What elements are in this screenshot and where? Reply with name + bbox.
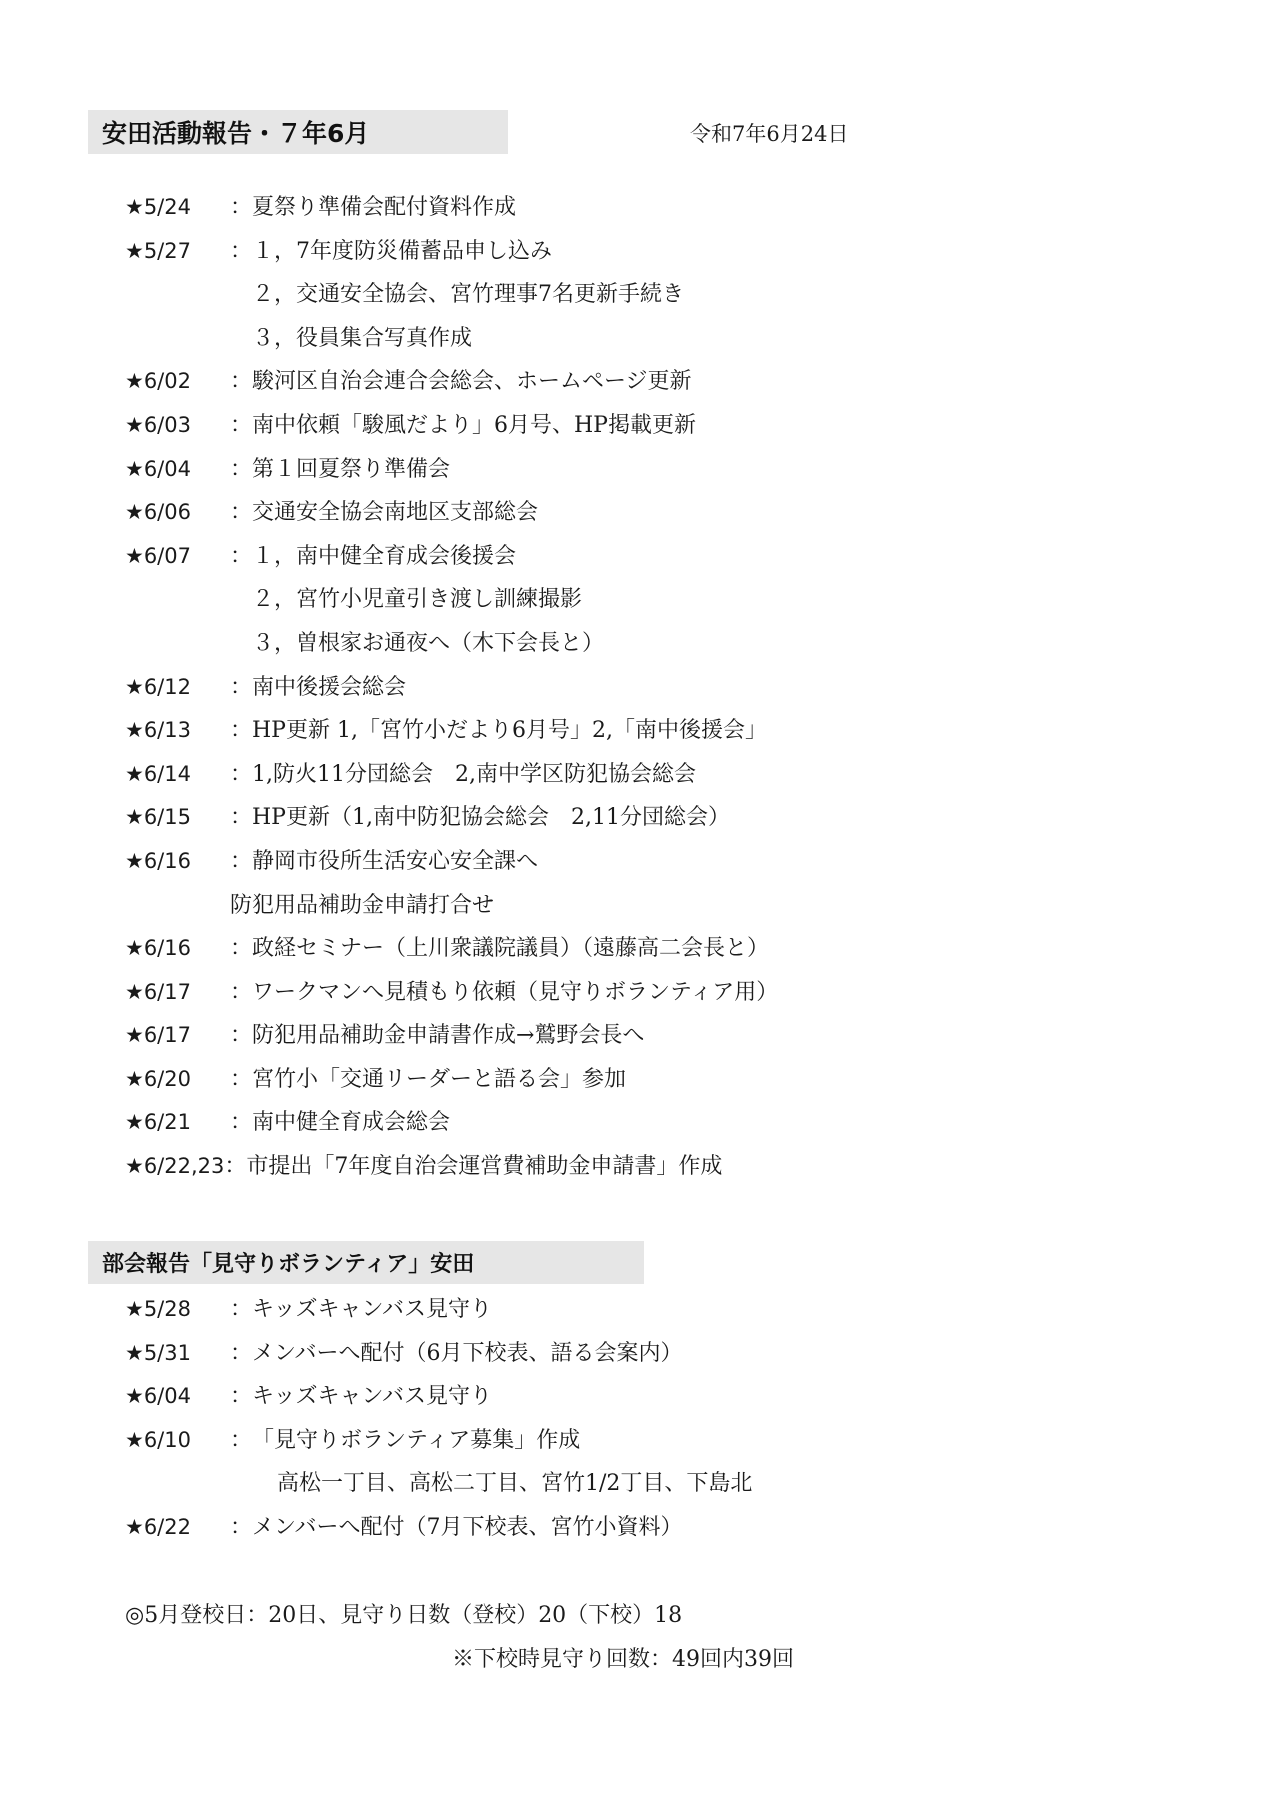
- volunteer-text: メンバーへ配付（7月下校表、宮竹小資料）: [252, 1514, 683, 1540]
- volunteer-item: [125, 1292, 752, 1336]
- separator: ：: [230, 805, 253, 831]
- activity-item: [125, 931, 778, 975]
- activity-text: 1,防火11分団総会 2,南中学区防犯協会総会: [252, 761, 696, 787]
- report-title-text: 安田活動報告・７年6月: [102, 119, 370, 148]
- report-date: 令和7年6月24日: [690, 122, 849, 146]
- activity-date: ★6/13: [125, 718, 191, 743]
- attendance-summary: ◎5月登校日：20日、見守り日数（登校）20（下校）18: [125, 1603, 683, 1628]
- activity-date: ★6/12: [125, 674, 191, 699]
- activity-item: [125, 234, 778, 278]
- activity-text: HP更新 1,「宮竹小だより6月号」2,「南中後援会」: [252, 718, 767, 744]
- activity-date: ★6/14: [125, 761, 191, 786]
- volunteer-text: 高松一丁目、高松二丁目、宮竹1/2丁目、下島北: [277, 1471, 753, 1497]
- activity-item-continuation: [125, 582, 778, 626]
- activity-text: 静岡市役所生活安心安全課へ: [252, 848, 539, 874]
- volunteer-text: キッズキャンバス見守り: [252, 1297, 493, 1322]
- activity-text: 政経セミナー（上川衆議院議員）（遠藤高二会長と）: [252, 936, 770, 962]
- activity-text: ３，曽根家お通夜へ（木下会長と）: [252, 630, 605, 656]
- activity-text: ２，宮竹小児童引き渡し訓練撮影: [252, 587, 583, 613]
- activity-item: [125, 452, 778, 496]
- activity-text: 夏祭り準備会配付資料作成: [252, 195, 517, 220]
- activity-date: ★6/16: [125, 936, 191, 961]
- volunteer-text: 「見守りボランティア募集」作成: [252, 1427, 581, 1453]
- activity-date: ★6/02: [125, 369, 191, 394]
- separator: ：: [230, 1384, 253, 1410]
- volunteer-item: [125, 1510, 752, 1554]
- activity-date: ★6/15: [125, 805, 191, 830]
- volunteer-item: [125, 1423, 752, 1467]
- activity-date: ★5/24: [125, 195, 191, 219]
- activity-item-continuation: [125, 888, 778, 932]
- separator: ：: [230, 412, 253, 438]
- activity-text: 駿河区自治会連合会総会、ホームページ更新: [252, 369, 692, 395]
- activity-text: ３，役員集合写真作成: [252, 325, 473, 351]
- activity-item: [125, 975, 778, 1019]
- section-title: [88, 1241, 644, 1284]
- activity-date: ★6/21: [125, 1110, 191, 1135]
- activity-text: 防犯用品補助金申請打合せ: [230, 892, 495, 918]
- activity-date: ★6/04: [125, 456, 191, 481]
- separator: ：: [230, 500, 253, 526]
- activity-item: [125, 670, 778, 714]
- activity-date: ★6/03: [125, 412, 191, 437]
- activity-text: 宮竹小「交通リーダーと語る会」参加: [252, 1066, 627, 1092]
- activity-item: [125, 800, 778, 844]
- activity-item: [125, 408, 778, 452]
- volunteer-text: キッズキャンバス見守り: [252, 1384, 493, 1410]
- separator: ：: [230, 674, 253, 700]
- separator: ：: [230, 1297, 253, 1322]
- volunteer-list: [125, 1292, 752, 1554]
- separator: ：: [224, 1154, 247, 1180]
- activity-text: 交通安全協会南地区支部総会: [252, 500, 539, 526]
- activity-item: [125, 844, 778, 888]
- activity-text: HP更新（1,南中防犯協会総会 2,11分団総会）: [252, 805, 730, 831]
- activity-date: ★6/06: [125, 500, 191, 525]
- volunteer-date: ★6/22: [125, 1514, 191, 1539]
- activity-date: ★5/27: [125, 238, 191, 263]
- section-title-text: 部会報告「見守りボランティア」安田: [102, 1252, 475, 1277]
- activity-item: [125, 757, 778, 801]
- activity-list: [125, 190, 778, 1193]
- volunteer-date: ★5/28: [125, 1297, 191, 1321]
- separator: ：: [230, 456, 253, 482]
- activity-text: ２，交通安全協会、宮竹理事7名更新手続き: [252, 282, 684, 308]
- separator: ：: [230, 1023, 253, 1049]
- separator: ：: [230, 1514, 253, 1540]
- separator: ：: [230, 238, 253, 264]
- report-title: [88, 110, 508, 154]
- activity-item: [125, 1062, 778, 1106]
- activity-text: 南中依頼「駿風だより」6月号、HP掲載更新: [252, 412, 696, 438]
- activity-date: ★6/17: [125, 979, 191, 1004]
- activity-date: ★6/17: [125, 1023, 191, 1048]
- activity-text: １，南中健全育成会後援会: [252, 543, 517, 569]
- separator: ：: [230, 761, 253, 787]
- activity-text: ワークマンへ見積もり依頼（見守りボランティア用）: [252, 979, 779, 1005]
- activity-text: １，7年度防災備蓄品申し込み: [252, 238, 552, 264]
- activity-date: ★6/07: [125, 543, 191, 568]
- activity-date: ★6/20: [125, 1066, 191, 1091]
- activity-item-continuation: [125, 321, 778, 365]
- separator: ：: [230, 936, 253, 962]
- separator: ：: [230, 1066, 253, 1092]
- separator: ：: [230, 1340, 253, 1366]
- activity-text: 市提出「7年度自治会運営費補助金申請書」作成: [246, 1154, 723, 1180]
- activity-item: [125, 364, 778, 408]
- separator: ：: [230, 718, 253, 744]
- volunteer-item-continuation: [125, 1466, 752, 1510]
- activity-text: 第１回夏祭り準備会: [252, 456, 451, 482]
- volunteer-date: ★6/10: [125, 1427, 191, 1452]
- activity-text: 南中後援会総会: [252, 674, 407, 700]
- separator: ：: [230, 195, 253, 220]
- activity-text: 南中健全育成会総会: [252, 1110, 451, 1136]
- separator: ：: [230, 979, 253, 1005]
- volunteer-date: ★6/04: [125, 1384, 191, 1409]
- activity-item: [125, 539, 778, 583]
- activity-item: [125, 190, 778, 234]
- separator: ：: [230, 369, 253, 395]
- activity-item-continuation: [125, 277, 778, 321]
- separator: ：: [230, 543, 253, 569]
- activity-item: [125, 1018, 778, 1062]
- activity-item: [125, 1105, 778, 1149]
- activity-item: [125, 713, 778, 757]
- activity-item-continuation: [125, 626, 778, 670]
- activity-text: 防犯用品補助金申請書作成→鷲野会長へ: [252, 1023, 645, 1049]
- separator: ：: [230, 1110, 253, 1136]
- separator: ：: [230, 1427, 253, 1453]
- activity-item: [125, 495, 778, 539]
- activity-date: ★6/16: [125, 848, 191, 873]
- volunteer-item: [125, 1379, 752, 1423]
- activity-item: [125, 1149, 778, 1193]
- separator: ：: [230, 848, 253, 874]
- activity-date: ★6/22,23: [125, 1154, 225, 1179]
- volunteer-item: [125, 1336, 752, 1380]
- volunteer-date: ★5/31: [125, 1340, 191, 1365]
- attendance-note: ※下校時見守り回数：49回内39回: [452, 1647, 794, 1672]
- volunteer-text: メンバーへ配付（6月下校表、語る会案内）: [252, 1340, 683, 1366]
